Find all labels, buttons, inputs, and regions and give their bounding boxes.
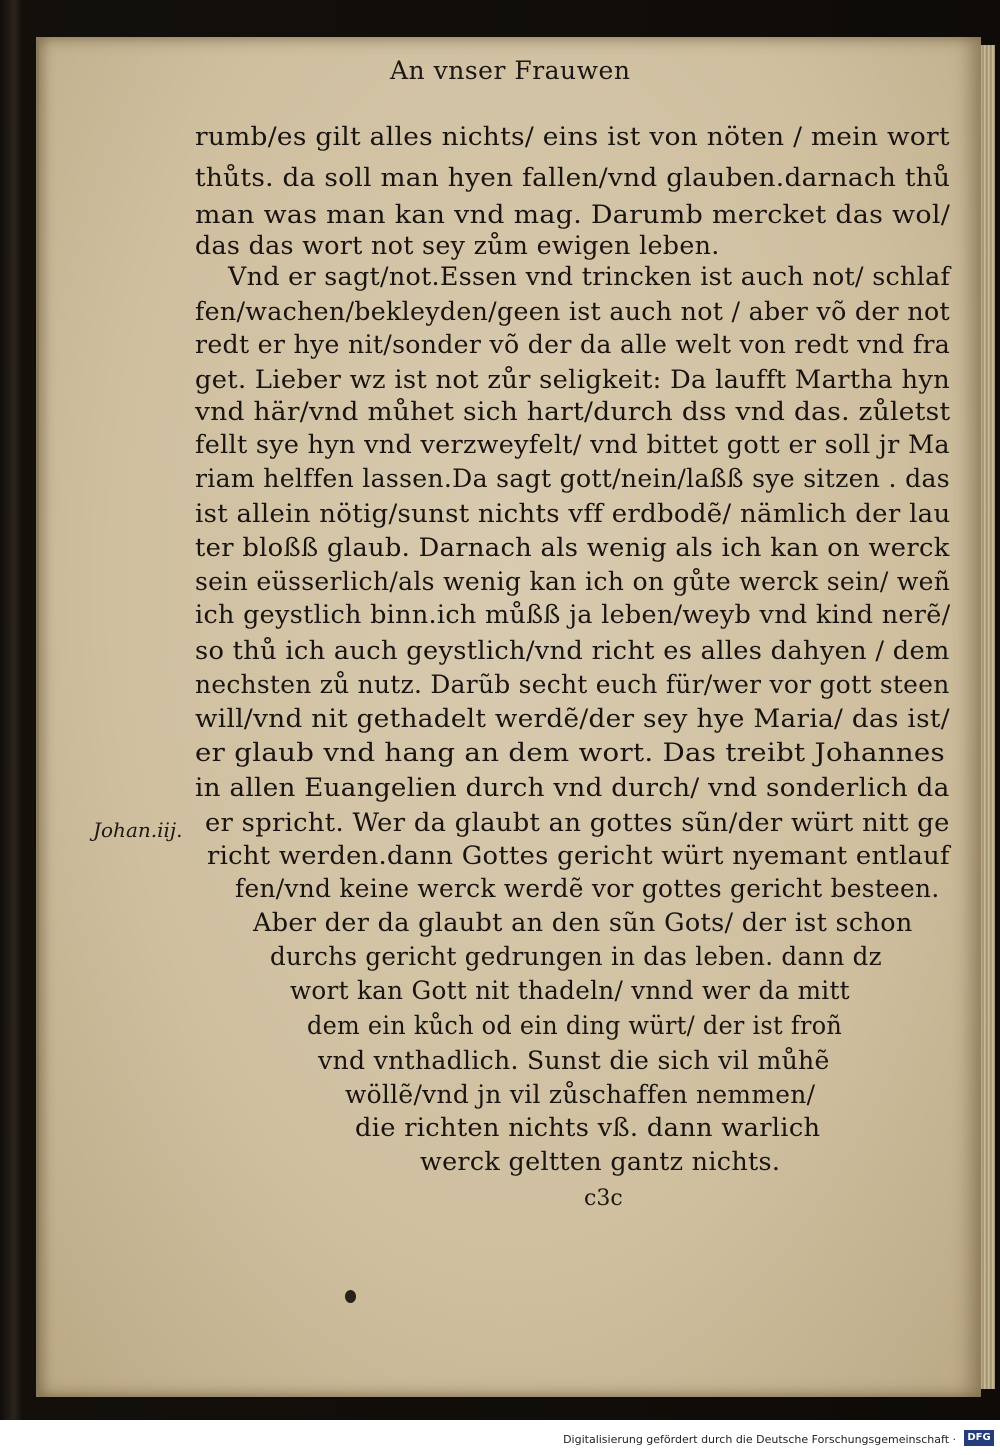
text-line: richt werden.dann Gottes gericht würt nyemant entlauf <box>207 841 950 870</box>
text-line: er glaub vnd hang an dem wort. Das treibt Johannes <box>195 738 946 767</box>
text-line: wöllẽ/vnd jn vil zůschaffen nemmen/ <box>345 1080 816 1109</box>
page-header: An vnser Frauwen <box>390 56 631 85</box>
text-line: werck geltten gantz nichts. <box>420 1147 781 1176</box>
text-line: riam helffen lassen.Da sagt gott/nein/laßß sye sitzen . das <box>195 464 950 493</box>
text-line: Aber der da glaubt an den sũn Gots/ der ist schon <box>253 908 913 937</box>
dfg-logo: DFG <box>964 1430 994 1446</box>
margin-note: Johan.iij. <box>93 818 183 842</box>
page-edge <box>981 45 995 1389</box>
text-line: ist allein nötig/sunst nichts vff erdbodẽ/ nämlich der lau <box>195 499 951 528</box>
text-line: wort kan Gott nit thadeln/ vnnd wer da mitt <box>290 976 850 1005</box>
text-line: get. Lieber wz ist not zůr seligkeit: Da laufft Martha hyn <box>195 365 951 394</box>
text-line: dem ein kůch od ein ding würt/ der ist froñ <box>307 1011 843 1040</box>
text-line: ich geystlich binn.ich můßß ja leben/weyb vnd kind nerẽ/ <box>195 600 951 629</box>
text-line: will/vnd nit gethadelt werdẽ/der sey hye Maria/ das ist/ <box>195 704 950 733</box>
text-line: nechsten zů nutz. Darũb secht euch für/wer vor gott steen <box>195 670 950 699</box>
text-line: er spricht. Wer da glaubt an gottes sũn/der würt nitt ge <box>205 808 950 837</box>
signature-mark: c3c <box>584 1186 623 1211</box>
text-line: sein eüsserlich/als wenig kan ich on gůte werck sein/ weñ <box>195 567 951 596</box>
text-line: in allen Euangelien durch vnd durch/ vnd sonderlich da <box>195 773 950 802</box>
text-line: fen/vnd keine werck werdẽ vor gottes gericht besteen. <box>235 874 940 903</box>
text-line: vnd här/vnd můhet sich hart/durch dss vnd das. zůletst <box>195 397 951 426</box>
text-line: das das wort not sey zům ewigen leben. <box>195 231 720 260</box>
text-line: fen/wachen/bekleyden/geen ist auch not / aber võ der not <box>195 297 950 326</box>
footer-credit: Digitalisierung gefördert durch die Deutsche Forschungsgemeinschaft · <box>563 1433 956 1446</box>
text-line: durchs gericht gedrungen in das leben. dann dz <box>270 942 882 971</box>
text-line: fellt sye hyn vnd verzweyfelt/ vnd bittet gott er soll jr Ma <box>195 430 950 459</box>
text-line: thůts. da soll man hyen fallen/vnd glauben.darnach thů <box>195 163 951 192</box>
text-line: vnd vnthadlich. Sunst die sich vil můhẽ <box>318 1046 830 1075</box>
ink-spot <box>345 1290 356 1303</box>
text-line: ter bloßß glaub. Darnach als wenig als ich kan on werck <box>195 533 950 562</box>
text-line: Vnd er sagt/not.Essen vnd trincken ist auch not/ schlaf <box>228 262 951 291</box>
text-line: rumb/es gilt alles nichts/ eins ist von nöten / mein wort <box>195 122 950 151</box>
text-line: redt er hye nit/sonder võ der da alle welt von redt vnd fra <box>195 330 951 359</box>
text-line: man was man kan vnd mag. Darumb mercket das wol/ <box>195 200 951 229</box>
text-line: so thů ich auch geystlich/vnd richt es alles dahyen / dem <box>195 636 950 665</box>
text-line: die richten nichts vß. dann warlich <box>355 1113 821 1142</box>
